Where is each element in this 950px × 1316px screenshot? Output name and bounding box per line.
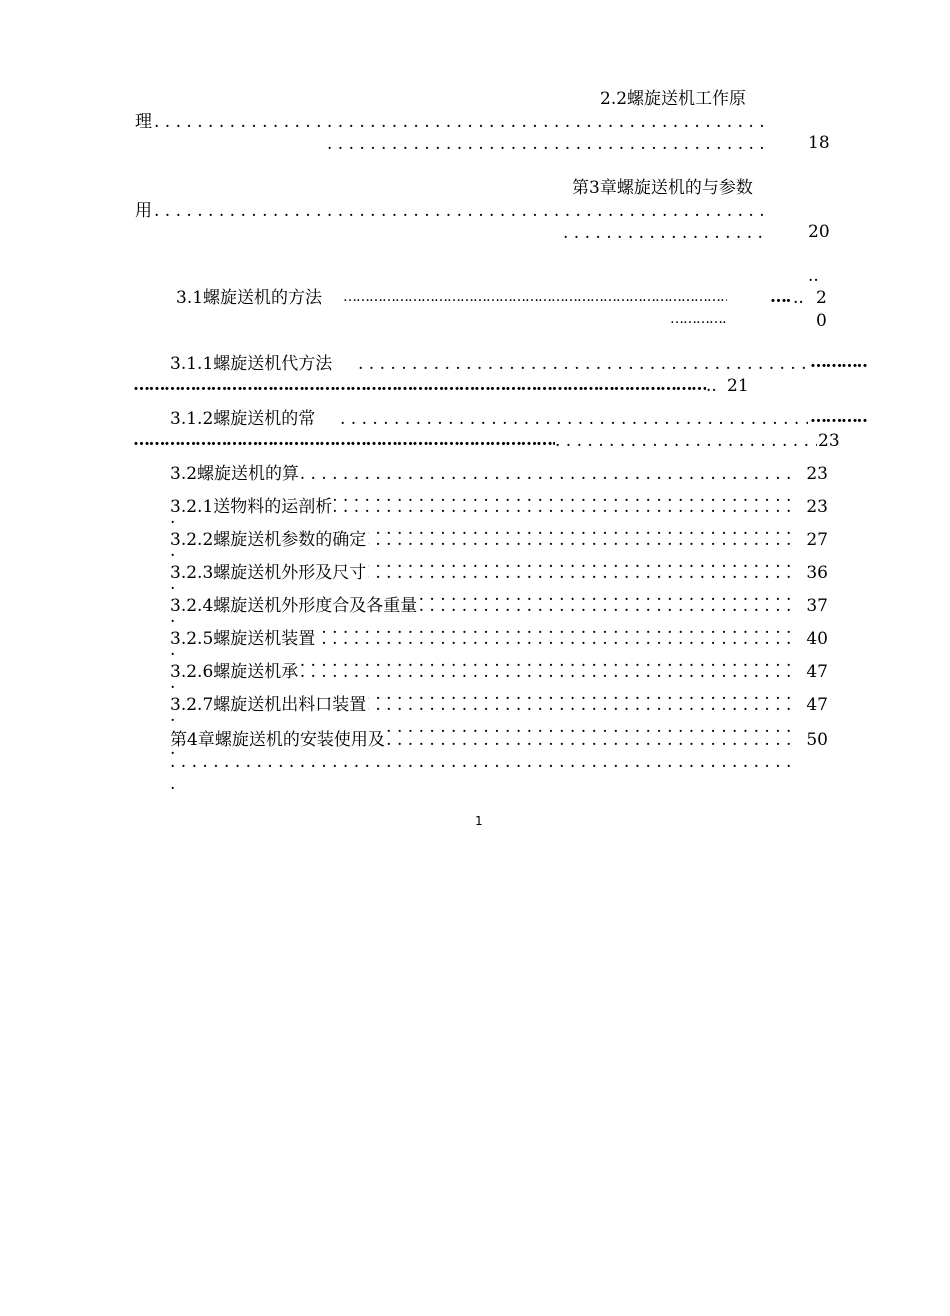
toc-entry-2-2-page: 18: [808, 133, 830, 153]
page-number: 1: [475, 814, 483, 828]
toc-row[interactable]: [170, 628, 828, 650]
toc-chapter-3-title[interactable]: 第3章螺旋送机的与参数: [572, 178, 753, 198]
toc-entry-2-2-title[interactable]: 2.2螺旋送机工作原: [600, 89, 747, 109]
toc-row-page: 27: [806, 530, 828, 550]
toc-row-page: 50: [806, 730, 828, 750]
leader-dots: [670, 312, 728, 326]
leader-dots: [563, 225, 764, 242]
toc-row-page: 36: [806, 563, 828, 583]
toc-row-page: 47: [806, 695, 828, 715]
toc-entry-3-1-1-title[interactable]: 3.1.1螺旋送机代方法: [170, 354, 333, 374]
leader-dots: [154, 114, 764, 131]
toc-chapter-3-page: 20: [808, 222, 830, 242]
leader-dots-text: ..: [793, 288, 804, 308]
toc-entry-3-1-page-b: 0: [816, 311, 827, 331]
toc-entry-3-1-dots-top: ..: [808, 266, 819, 286]
toc-entry-3-1-page-a: 2: [816, 288, 827, 308]
leader-dots: [770, 289, 792, 306]
toc-row[interactable]: [170, 595, 828, 617]
leader-dots: [133, 432, 555, 449]
toc-row[interactable]: [170, 463, 828, 485]
leader-dots: [327, 136, 764, 153]
toc-row-page: 47: [806, 662, 828, 682]
toc-row[interactable]: [170, 694, 828, 716]
toc-row-title: 第4章螺旋送机的安装使用及: [170, 730, 385, 750]
toc-row[interactable]: [170, 562, 828, 584]
toc-row-title: 3.2螺旋送机的算: [170, 464, 300, 484]
toc-row-page: 23: [806, 464, 828, 484]
toc-entry-3-1-title[interactable]: 3.1螺旋送机的方法: [176, 288, 323, 308]
toc-row-title: 3.2.2螺旋送机参数的确定: [170, 530, 367, 550]
toc-row[interactable]: [170, 529, 828, 551]
toc-row-title: 3.2.7螺旋送机出料口装置: [170, 695, 367, 715]
leader-dots: [154, 203, 764, 220]
toc-row-title: 3.2.1送物料的运剖析: [170, 497, 333, 517]
toc-row[interactable]: [170, 661, 828, 683]
toc-entry-3-1-2-page: 23: [818, 431, 840, 451]
leader-dots: [343, 290, 727, 304]
toc-row-title: 3.2.5螺旋送机装置: [170, 629, 316, 649]
leader-dots: [358, 356, 808, 373]
toc-chapter-3-tail: 用: [135, 201, 152, 221]
toc-row[interactable]: [170, 496, 828, 518]
toc-row-page: 23: [806, 497, 828, 517]
leader-dots-text: ..: [706, 376, 717, 396]
leader-dots: [810, 409, 867, 426]
toc-entry-3-1-1-page: 21: [727, 376, 749, 396]
toc-row-title: 3.2.4螺旋送机外形度合及各重量: [170, 596, 418, 616]
toc-entry-3-1-2-title[interactable]: 3.1.2螺旋送机的常: [170, 409, 316, 429]
leader-dots: [133, 377, 706, 394]
leader-dots: [555, 433, 817, 450]
toc-row-page: 37: [806, 596, 828, 616]
leader-dots: [340, 411, 808, 428]
toc-entry-2-2-tail: 理: [135, 112, 152, 132]
toc-row-title: 3.2.3螺旋送机外形及尺寸: [170, 563, 367, 583]
toc-row[interactable]: [170, 729, 828, 751]
toc-row-page: 40: [806, 629, 828, 649]
toc-row-title: 3.2.6螺旋送机承: [170, 662, 299, 682]
leader-dots: [810, 354, 867, 371]
